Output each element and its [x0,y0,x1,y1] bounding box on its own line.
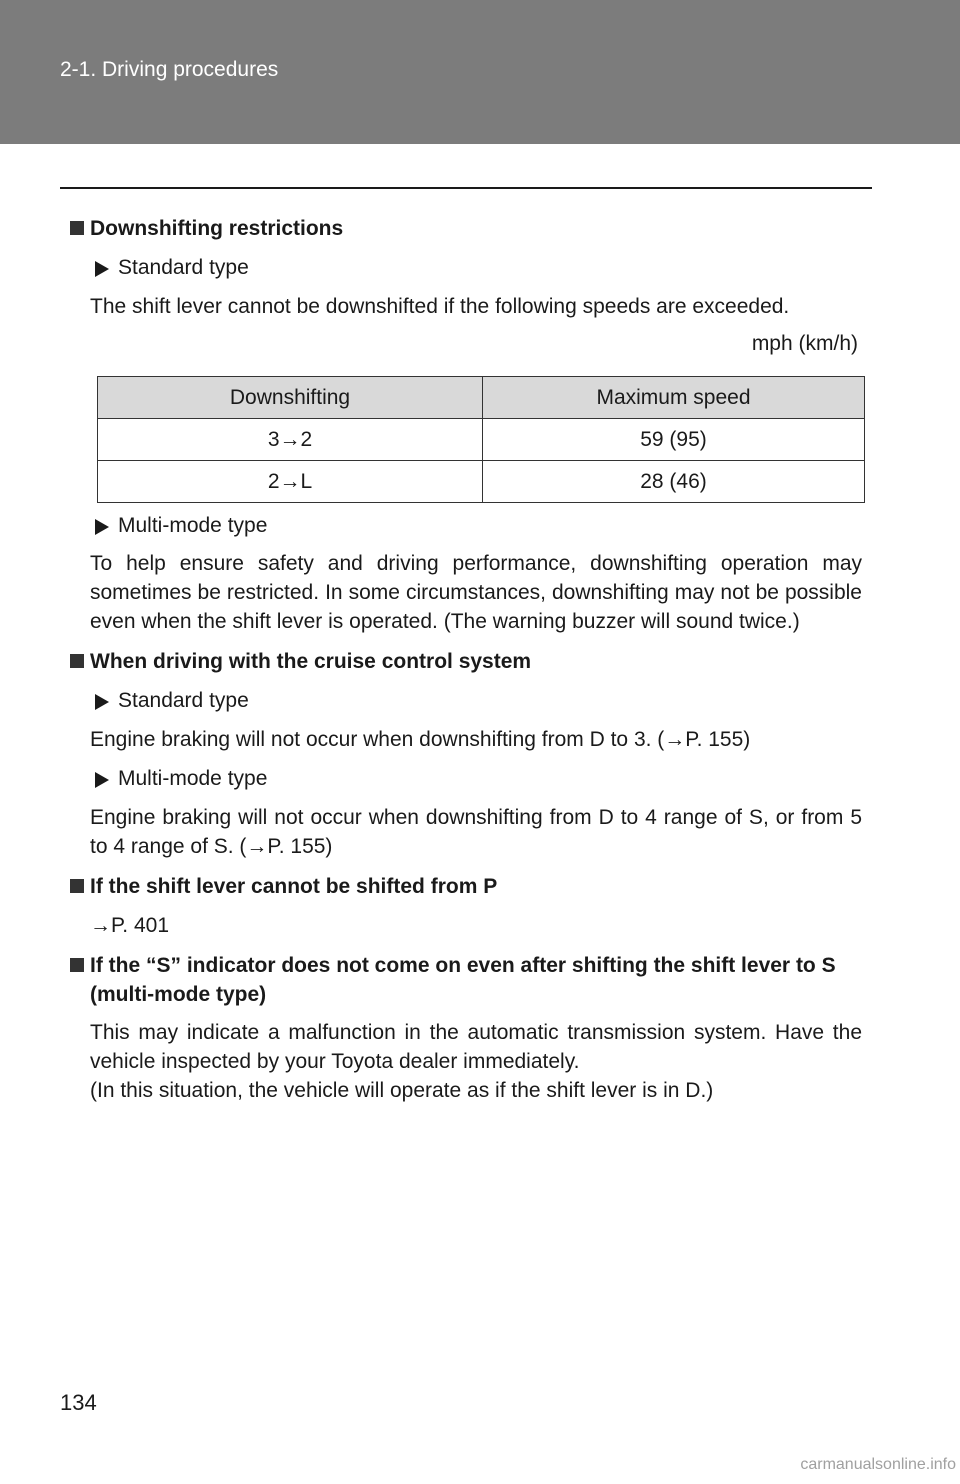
page-number: 134 [60,1390,97,1415]
column-header: Downshifting [98,377,483,419]
triangle-bullet-icon [95,772,109,788]
table-cell: 28 (46) [483,461,865,503]
table-cell: 2→L [98,461,483,503]
watermark-logo: carmanualsonline.info [800,1456,956,1473]
paragraph: (In this situation, the vehicle will operate as if the shift lever is in D.) [90,1079,714,1102]
page-reference: →P. 401 [90,914,170,937]
section-title: 2-1. Driving procedures [60,58,279,81]
heading-s-indicator: If the “S” indicator does not come on even after shifting the shift lever to S (multi-mode type) [70,951,862,1009]
table-header-row [98,377,865,419]
paragraph: This may indicate a malfunction in the automatic transmission system. Have the vehicle inspected by your Toyota dealer immediately. [90,1021,862,1073]
speed-table [97,376,865,503]
sub-standard-type: Standard type [70,253,862,282]
square-bullet-icon [70,654,84,668]
table-cell: 59 (95) [483,419,865,461]
page-header [0,0,960,144]
square-bullet-icon [70,958,84,972]
heading-shift-from-p: If the shift lever cannot be shifted from P [70,872,862,901]
triangle-bullet-icon [95,519,109,535]
heading-downshifting: Downshifting restrictions [70,214,862,243]
paragraph: The shift lever cannot be downshifted if the following speeds are exceeded. [90,295,790,318]
column-header: Maximum speed [483,377,865,419]
sub-standard-type: Standard type [70,686,862,715]
table-cell: 3→2 [98,419,483,461]
paragraph: Engine braking will not occur when downshifting from D to 3. (→P. 155) [90,728,751,751]
heading-cruise-control: When driving with the cruise control system [70,647,862,676]
square-bullet-icon [70,879,84,893]
unit-label: mph (km/h) [751,332,858,355]
paragraph: Engine braking will not occur when downshifting from D to 4 range of S, or from 5 to 4 range of S. (→P. 155) [90,806,862,858]
square-bullet-icon [70,221,84,235]
table-row [98,461,865,503]
paragraph: To help ensure safety and driving performance, downshifting operation may sometimes be restricted. In some circumstances, downshifting may not be possible even when the shift lever is operated. (The warning buzzer will sound twice.) [90,552,862,633]
triangle-bullet-icon [95,261,109,277]
divider [60,187,872,189]
sub-multi-mode-type: Multi-mode type [70,764,862,793]
page-content [70,210,862,1105]
triangle-bullet-icon [95,694,109,710]
table-row [98,419,865,461]
sub-multi-mode-type: Multi-mode type [70,511,862,540]
